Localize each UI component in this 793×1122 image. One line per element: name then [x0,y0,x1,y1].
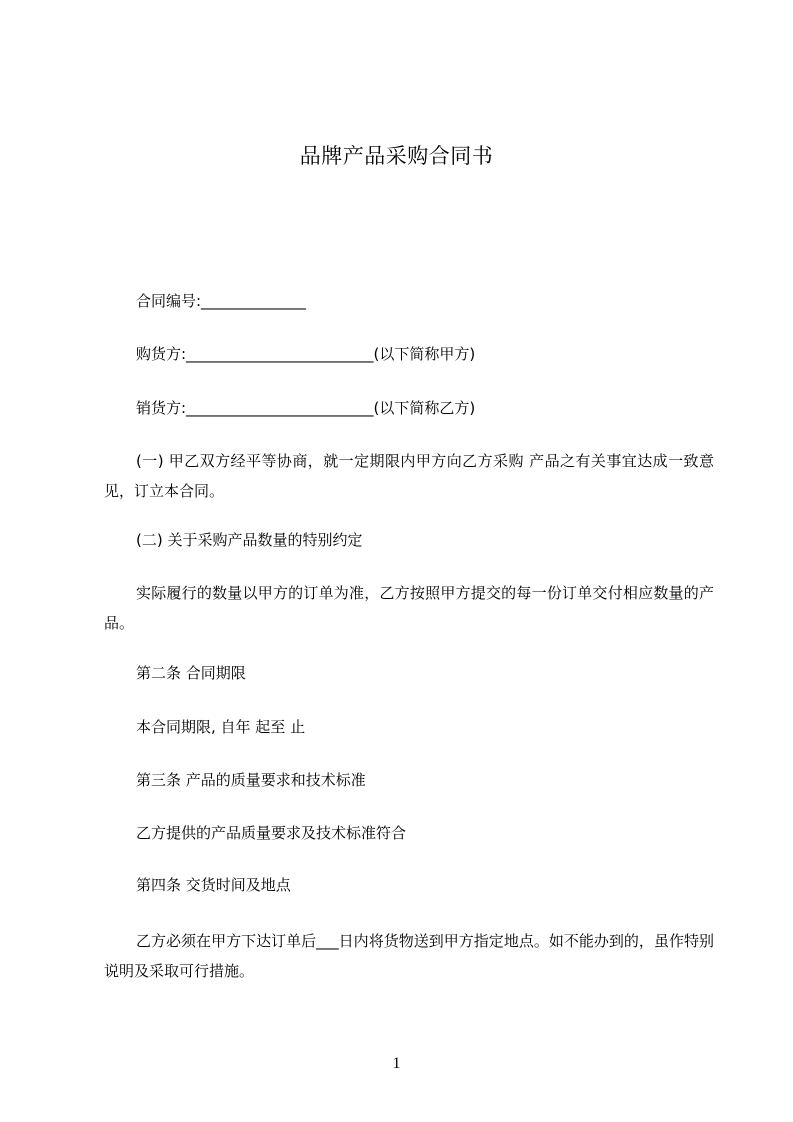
document-title: 品牌产品采购合同书 [299,144,494,168]
clause-1-paragraph: (一) 甲乙双方经平等协商，就一定期限内甲方向乙方采购 产品之有关事宜达成一致意见，订立本合同。 [104,452,714,500]
article-3-body: 乙方提供的产品质量要求及技术标准符合 [136,824,407,842]
article-4-heading: 第四条 交货时间及地点 [136,876,291,894]
article-3-heading: 第三条 产品的质量要求和技术标准 [136,771,366,789]
page-number: 1 [392,1055,401,1072]
buyer-line: 购货方:_________________________(以下简称甲方) [136,345,476,363]
seller-line: 销货方:_________________________(以下简称乙方) [136,399,476,417]
contract-number-line: 合同编号:______________ [136,292,307,310]
article-4-paragraph: 乙方必须在甲方下达订单后___日内将货物送到甲方指定地点。如不能办到的，虽作特别说明及采取可行措施。 [104,932,714,980]
article-2-body: 本合同期限, 自年 起至 止 [136,718,306,736]
article-2-heading: 第二条 合同期限 [136,664,246,682]
clause-2-paragraph: 实际履行的数量以甲方的订单为准，乙方按照甲方提交的每一份订单交付相应数量的产品。 [104,584,714,632]
clause-2-heading: (二) 关于采购产品数量的特别约定 [136,531,363,549]
